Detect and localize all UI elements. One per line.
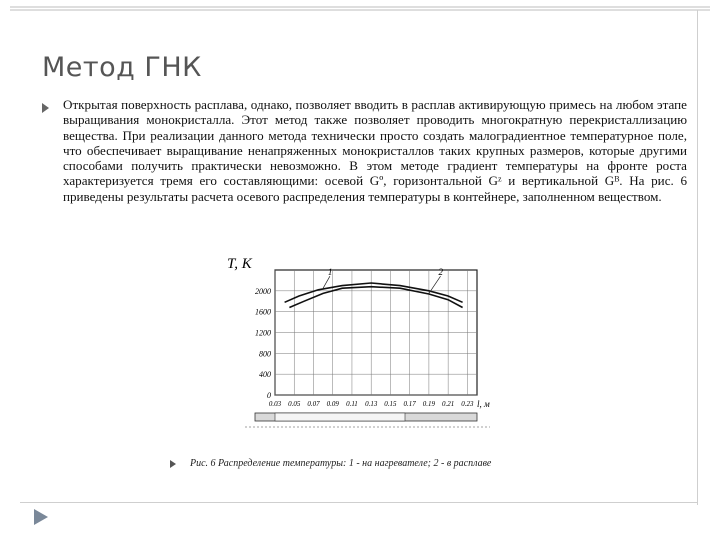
y-tick-label: 400 [259,370,271,380]
corner-arrow-icon [33,508,49,526]
slide-top-border [10,6,710,12]
x-tick-label: 0.03 [268,400,282,408]
x-tick-label: 0.11 [346,400,358,408]
y-tick-label: 1600 [255,307,271,317]
x-tick-label: 0.07 [307,400,320,408]
series-label-1: 1 [327,267,333,278]
series-2-line [289,287,462,308]
x-tick-label: 0.19 [422,400,436,408]
temperature-chart [215,245,500,435]
x-tick-label: 0.05 [288,400,301,408]
series-label-2: 2 [438,267,444,278]
x-tick-label: 0.13 [365,400,378,408]
melt-zone-diagram [275,413,405,421]
caption-bullet-icon [170,460,176,468]
y-tick-label: 0 [267,391,271,400]
y-axis-label: T, K [227,256,252,272]
series-1-line [285,283,463,302]
x-tick-label: 0.17 [403,400,416,408]
slide-right-border [697,10,698,505]
y-tick-label: 1200 [255,328,271,338]
bullet-arrow-icon [42,103,49,113]
x-tick-label: 0.21 [442,400,455,408]
y-tick-label: 2000 [255,286,271,296]
x-tick-label: 0.09 [326,400,339,408]
figure-caption: Рис. 6 Распределение температуры: 1 - на нагревателе; 2 - в расплаве [190,458,492,469]
x-tick-label: 0.15 [384,400,397,408]
series-1-leader [323,276,330,288]
x-axis-label: l, м [477,399,490,409]
y-tick-label: 800 [259,349,271,359]
x-tick-label: 0.23 [461,400,474,408]
body-paragraph: Открытая поверхность расплава, однако, позволяет вводить в расплав активирующую примесь на любом этапе выращивания монокристалла. Этот метод также позволяет проводить многократную перекристаллизацию вещества. При реализации данного метода технически просто создать малоградиентное температурное поле, что обеспечивает выращивание ненапряженных монокристаллов таких крупных размеров, которые другими способами получить практически невозможно. В этом методе градиент температуры на фронте роста характеризуется тремя его составляющими: осевой Gº, горизонтальной Gᶻ и вертикальной Gᴮ. На рис. 6 приведены результаты расчета осевого распределения температуры в контейнере, заполненном веществом. [63,97,687,204]
slide-bottom-border [20,502,698,503]
slide-title: Метод ГНК [42,52,202,83]
